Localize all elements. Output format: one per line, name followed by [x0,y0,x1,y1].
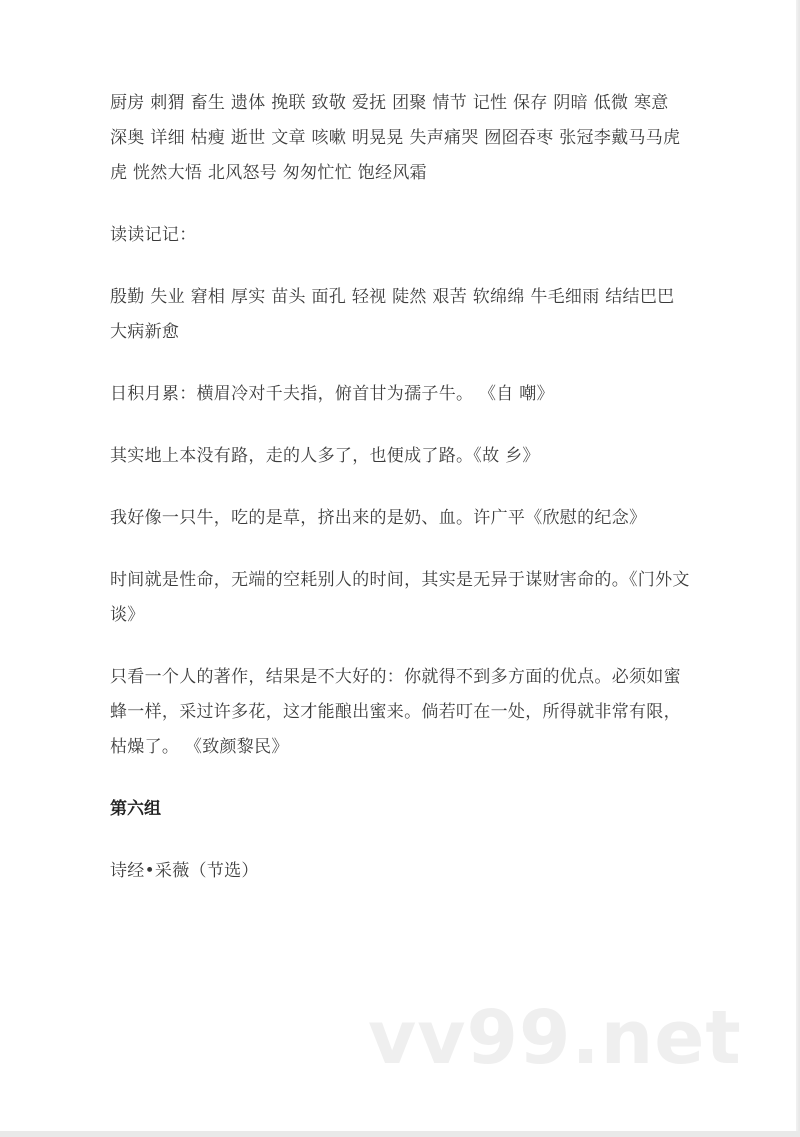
site-watermark: vv99.net [368,995,742,1081]
read-and-remember-heading: 读读记记： [110,225,197,245]
quote-yanliming: 只看一个人的著作，结果是不大好的：你就得不到多方面的优点。必须如蜜蜂一样，采过许多花，这才能酿出蜜来。倘若叮在一处，所得就非常有限，枯燥了。 《致颜黎民》 [110,667,681,757]
vocabulary-list: 厨房 刺猬 畜生 遗体 挽联 致敬 爱抚 团聚 情节 记性 保存 阴暗 低微 寒意 深奥 详细 枯瘦 逝世 文章 咳嗽 明晃晃 失声痛哭 囫囵吞枣 张冠李戴马马虎虎 恍然大悟 北风怒号 匆匆忙忙 饱经风霜 [110,93,681,183]
quote-zichao: 日积月累：横眉冷对千夫指，俯首甘为孺子牛。 《自 嘲》 [110,384,554,404]
document-content [110,86,690,889]
quote-menwai: 时间就是性命，无端的空耗别人的时间，其实是无异于谋财害命的。《门外文谈》 [110,570,690,625]
quote-xinwei: 我好像一只牛，吃的是草，挤出来的是奶、血。许广平《欣慰的纪念》 [110,508,647,528]
quote-guxiang: 其实地上本没有路，走的人多了，也便成了路。《故 乡》 [110,446,540,466]
group-six-heading: 第六组 [110,799,161,819]
read-words-list: 殷勤 失业 窘相 厚实 苗头 面孔 轻视 陡然 艰苦 软绵绵 牛毛细雨 结结巴巴 大病新愈 [110,287,675,342]
page-right-edge [796,0,800,1137]
page-bottom-edge [0,1131,800,1137]
poem-title: 诗经•采薇（节选） [110,861,259,881]
